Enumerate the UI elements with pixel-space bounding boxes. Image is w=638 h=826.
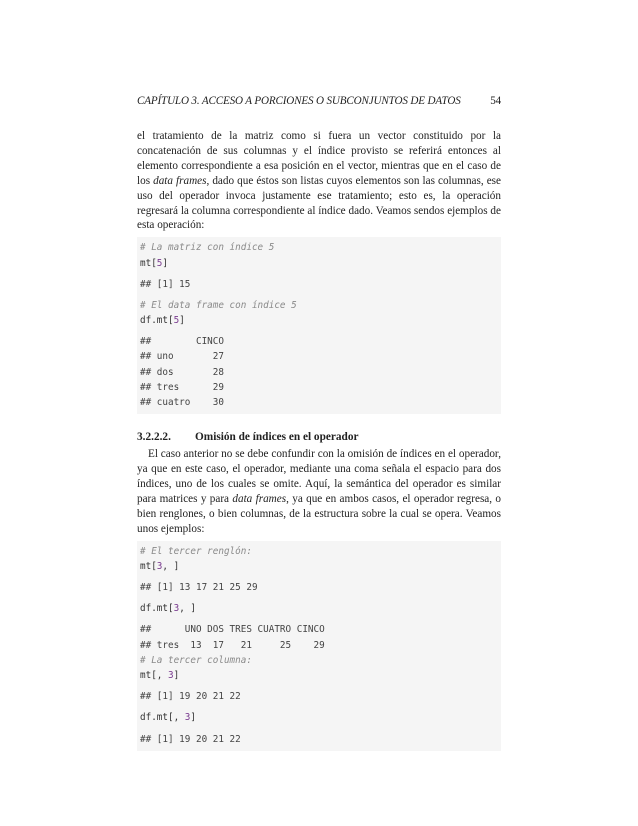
code-text: mt[ xyxy=(140,560,157,572)
code-text: df.mt[ xyxy=(140,315,174,327)
paragraph-2-text-a: El caso anterior no se debe confundir con la omisión de índices en el operador, ya que en este caso, el operador, mediante una coma señala el espacio para dos índices, uno de los cuales se omite. Aquí, la semántica del operador es similar para matrices y para xyxy=(137,448,501,505)
section-number: 3.2.2.2. xyxy=(137,431,171,444)
code-line xyxy=(140,689,498,704)
paragraph-1-italic: data frames xyxy=(153,174,207,187)
code-output: ## [1] 15 xyxy=(140,278,191,290)
paragraph-2-text-b: , ya que en ambos casos, el operador regresa, o bien renglones, o bien columnas, de la estructura sobre la cual se opera. Veamos unos ejemplos: xyxy=(137,492,502,535)
section-heading xyxy=(137,431,501,443)
code-block-2 xyxy=(137,541,501,751)
code-text: df.mt[, xyxy=(140,712,185,724)
code-text: ] xyxy=(162,257,169,269)
paragraph-2-italic: data frames xyxy=(232,492,287,505)
code-line xyxy=(140,601,498,616)
code-text: ] xyxy=(173,669,180,681)
code-comment: # La matriz con índice 5 xyxy=(140,242,275,254)
paragraph-1 xyxy=(137,129,501,233)
code-line xyxy=(140,732,498,747)
code-output: ## tres 13 17 21 25 29 xyxy=(140,639,325,651)
code-line xyxy=(140,710,498,725)
code-line xyxy=(140,638,498,653)
code-output: ## [1] 13 17 21 25 29 xyxy=(140,582,258,594)
code-line xyxy=(140,277,498,292)
code-line xyxy=(140,580,498,595)
running-header xyxy=(137,95,501,107)
code-line xyxy=(140,380,498,395)
code-output: ## uno 27 xyxy=(140,351,224,363)
code-text: mt[, xyxy=(140,669,168,681)
code-block-1 xyxy=(137,237,501,414)
paragraph-1-text-b: , dado que éstos son listas cuyos elementos son las columnas, ese uso del operador invoca justamente ese tratamiento; esto es, la operación regresará la columna correspondiente al índice dado. Veamos sendos ejemplos de esta operación: xyxy=(137,174,501,232)
code-line xyxy=(140,395,498,410)
code-line xyxy=(140,622,498,637)
code-number: 3 xyxy=(173,603,180,615)
code-line xyxy=(140,240,498,255)
paragraph-1-text-a: el tratamiento de la matriz como si fuera un vector constituido por la concatenación de sus columnas y el índice provisto se referirá entonces al elemento correspondiente a esa posición en el vector, mientras que en el caso de los xyxy=(137,130,501,187)
code-text: ] xyxy=(190,712,196,724)
code-text: ] xyxy=(179,315,185,327)
code-comment: # El data frame con índice 5 xyxy=(140,299,297,311)
code-line xyxy=(140,298,498,313)
page-number: 54 xyxy=(490,95,501,107)
code-output: ## UNO DOS TRES CUATRO CINCO xyxy=(140,624,325,636)
code-output: ## dos 28 xyxy=(140,366,224,378)
code-line xyxy=(140,653,498,668)
code-line xyxy=(140,313,498,328)
document-page xyxy=(137,95,501,751)
code-comment: # La tercer columna: xyxy=(140,654,252,666)
code-text: mt[ xyxy=(140,257,157,269)
code-output: ## [1] 19 20 21 22 xyxy=(140,733,241,745)
section-title: Omisión de índices en el operador xyxy=(195,431,359,444)
code-line xyxy=(140,365,498,380)
code-output: ## [1] 19 20 21 22 xyxy=(140,691,241,703)
code-line xyxy=(140,334,498,349)
code-number: 3 xyxy=(184,712,191,724)
code-line xyxy=(140,668,498,683)
code-number: 5 xyxy=(156,257,163,269)
code-number: 3 xyxy=(156,560,163,572)
chapter-title: CAPÍTULO 3. ACCESO A PORCIONES O SUBCONJUNTOS DE DATOS xyxy=(137,95,461,107)
code-line xyxy=(140,559,498,574)
code-line xyxy=(140,544,498,559)
code-comment: # El tercer renglón: xyxy=(140,545,252,557)
code-text: df.mt[ xyxy=(140,603,174,615)
code-line xyxy=(140,256,498,271)
code-output: ## CINCO xyxy=(140,336,224,348)
code-text: , ] xyxy=(179,603,196,615)
paragraph-2 xyxy=(137,447,501,536)
code-number: 5 xyxy=(173,315,180,327)
code-line xyxy=(140,349,498,364)
code-text: , ] xyxy=(162,560,180,572)
code-output: ## cuatro 30 xyxy=(140,397,224,409)
code-output: ## tres 29 xyxy=(140,381,224,393)
code-number: 3 xyxy=(168,669,174,681)
